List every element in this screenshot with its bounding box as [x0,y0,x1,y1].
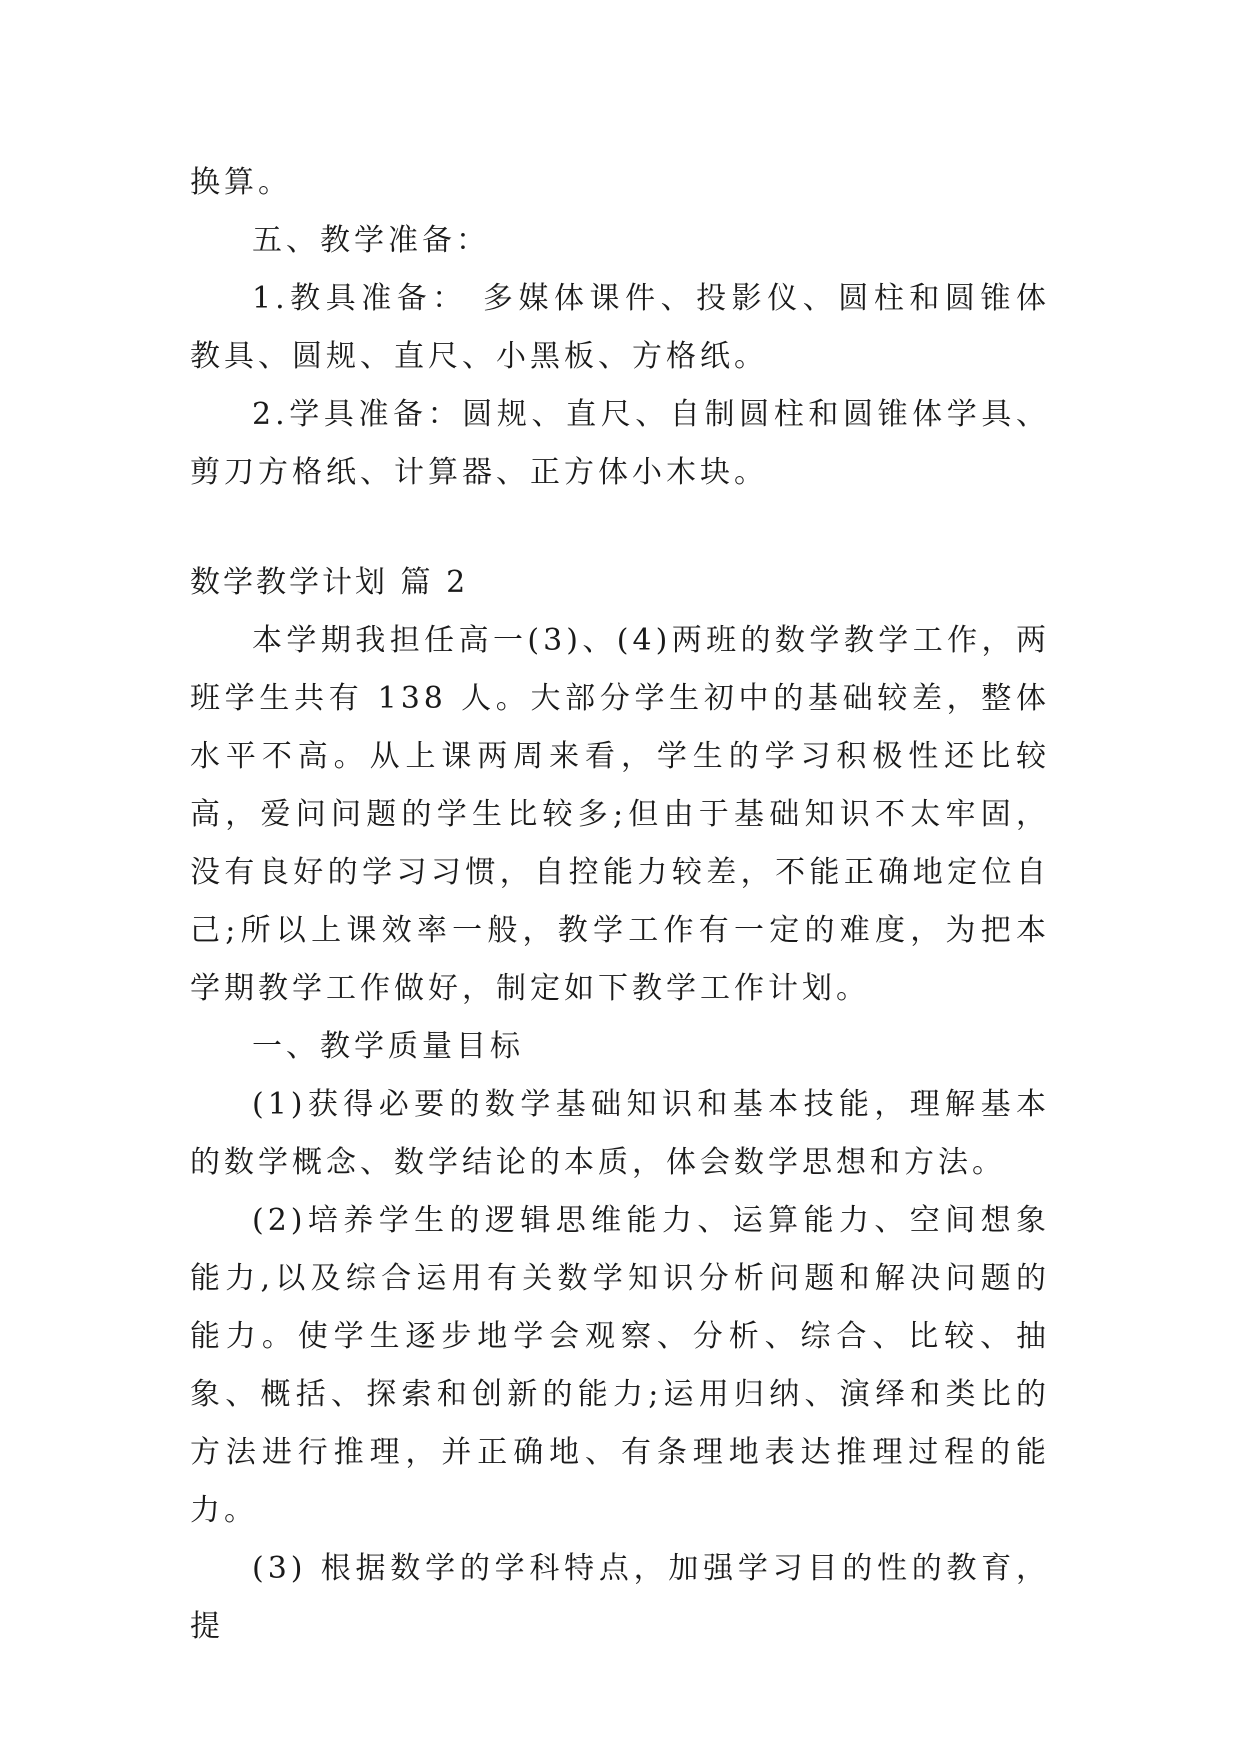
section-five-heading: 五、教学准备： [252,223,490,258]
section-one-heading: 一、教学质量目标 [252,1029,524,1064]
goal-2-paragraph: (2)培养学生的逻辑思维能力、运算能力、空间想象能力,以及综合运用有关数学知识分析问题和解决问题的能力。使学生逐步地学会观察、分析、综合、比较、抽象、概括、探索和创新的能力;运用归纳、演绎和类比的方法进行推理，并正确地、有条理地表达推理过程的能力。 [190,1203,1050,1528]
continuation-line: 换算。 [190,165,292,200]
goal-1-paragraph: (1)获得必要的数学基础知识和基本技能，理解基本的数学概念、数学结论的本质，体会数学思想和方法。 [190,1087,1050,1180]
intro-paragraph: 本学期我担任高一(3)、(4)两班的数学教学工作，两班学生共有 138 人。大部分学生初中的基础较差，整体水平不高。从上课两周来看，学生的学习积极性还比较高，爱问问题的学生比较多;但由于基础知识不太牢固，没有良好的学习习惯，自控能力较差，不能正确地定位自己;所以上课效率一般，教学工作有一定的难度，为把本学期教学工作做好，制定如下教学工作计划。 [190,623,1050,1006]
teacher-tools-paragraph: 1.教具准备： 多媒体课件、投影仪、圆柱和圆锥体教具、圆规、直尺、小黑板、方格纸。 [190,281,1050,374]
plan-title: 数学教学计划 篇 2 [190,565,469,600]
student-tools-paragraph: 2.学具准备：圆规、直尺、自制圆柱和圆锥体学具、剪刀方格纸、计算器、正方体小木块。 [190,397,1050,490]
document-body [190,154,1050,1656]
goal-3-paragraph: (3) 根据数学的学科特点，加强学习目的性的教育，提 [190,1551,1050,1644]
section-spacer [190,502,1050,554]
